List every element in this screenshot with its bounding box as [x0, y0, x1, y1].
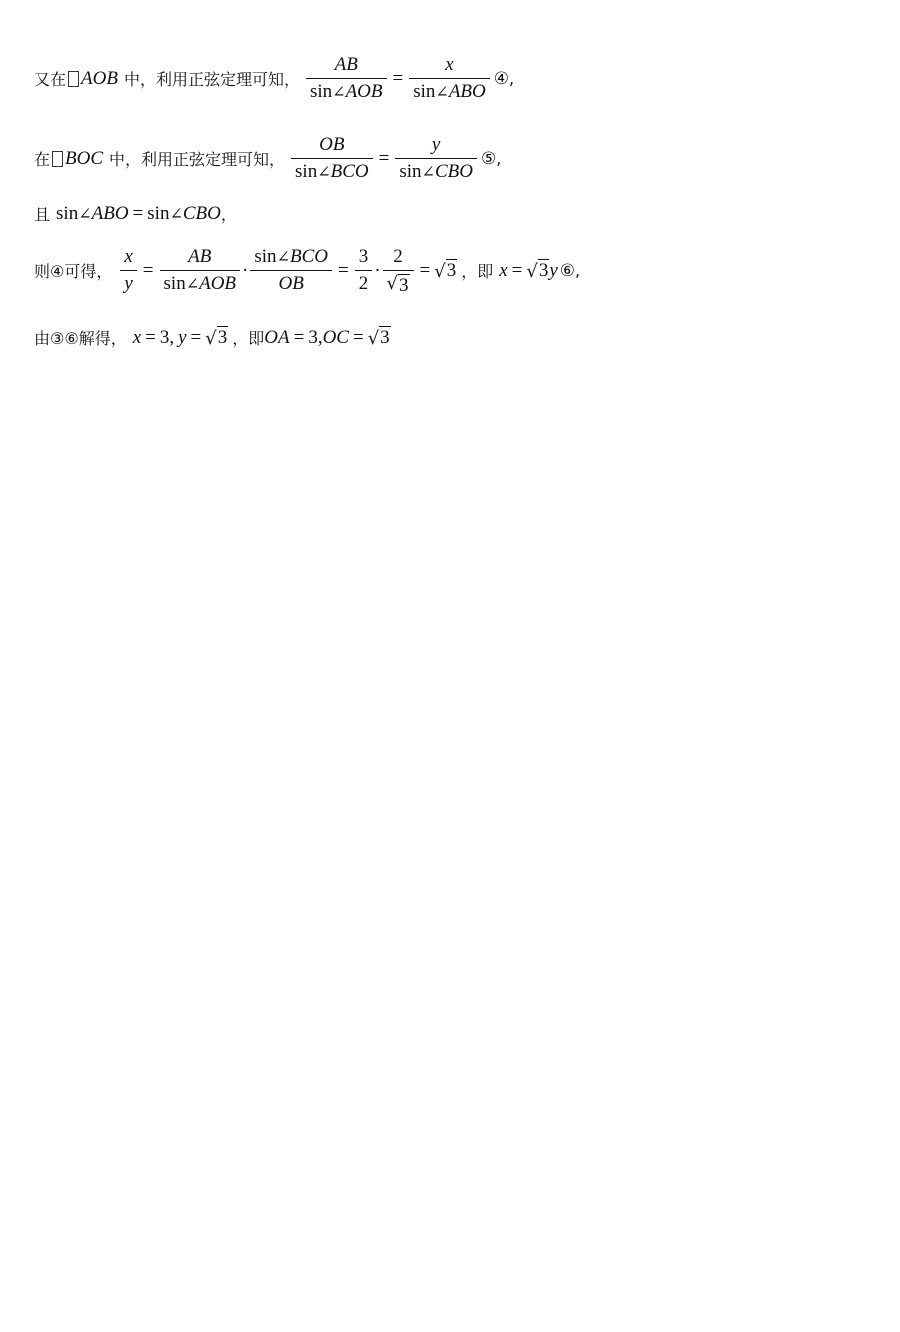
triangle-symbol-placeholder	[52, 151, 63, 167]
fraction-2-over-sqrt3: 2 √ 3	[383, 244, 414, 297]
equals-sign: =	[419, 259, 431, 281]
equation-number: ④	[493, 68, 509, 89]
sqrt-3: √ 3	[526, 260, 549, 282]
fraction-x-over-y: $\frac{x}{y}$	[120, 244, 136, 297]
angle-symbol: ∠	[78, 204, 92, 223]
fraction-denominator: sin∠AOB	[309, 81, 383, 102]
variable-y: y	[549, 259, 558, 281]
equation-number: ⑤	[480, 148, 497, 169]
equation-line-4	[34, 244, 580, 297]
variable-y: y	[178, 326, 187, 348]
fraction-y-over-sin-cbo	[395, 132, 477, 185]
text-mid: ，即	[461, 262, 494, 281]
fraction-denominator: sin∠ABO	[413, 81, 486, 102]
multiply-dot: ·	[242, 259, 249, 281]
angle-symbol: ∠	[169, 204, 183, 223]
fraction-denominator: sin∠BCO	[295, 161, 369, 182]
equals-sign: =	[190, 326, 202, 348]
fraction-numerator: AB	[334, 54, 358, 75]
equation-number: ⑥	[559, 260, 576, 281]
sqrt-3: √ 3	[434, 260, 457, 282]
equation-line-1	[34, 52, 514, 105]
variable-x: x	[132, 326, 142, 348]
fraction-numerator: x	[445, 54, 454, 75]
text-prefix: 且	[34, 205, 51, 224]
text-prefix: 则④可得，	[34, 262, 113, 281]
equals-sign: =	[378, 147, 390, 169]
punctuation: ，	[220, 205, 237, 224]
text-mid: 中，利用正弦定理可知，	[109, 150, 286, 169]
equals-sign: =	[142, 259, 154, 281]
text-prefix: 由③⑥解得，	[34, 329, 127, 348]
fraction-3-over-2: $\frac{3}{2}$	[355, 244, 373, 297]
fraction-denominator: sin∠CBO	[399, 161, 473, 182]
punctuation: ,	[575, 261, 581, 280]
segment-oa: OA	[264, 326, 290, 348]
equals-sign: =	[145, 326, 156, 348]
triangle-symbol-placeholder	[68, 71, 79, 87]
fraction-numerator: y	[431, 134, 441, 155]
punctuation: ,	[496, 149, 502, 168]
sqrt-3: √ 3	[367, 327, 390, 349]
text-prefix: 在	[34, 150, 51, 169]
value: 3,	[159, 326, 175, 348]
text-mid: ，即	[232, 329, 265, 348]
fraction-ob-over-sin-bco	[291, 132, 373, 185]
equation-line-5	[34, 326, 391, 349]
equals-sign: =	[392, 67, 404, 89]
angle-name: ABO	[91, 202, 129, 224]
multiply-dot: ·	[374, 259, 381, 281]
fraction-x-over-sin-abo	[409, 52, 490, 105]
fraction-ab-over-sin-aob: $\frac{AB}{\text{sin∠AOB}}$	[160, 244, 241, 297]
equation-line-3	[34, 202, 237, 225]
equals-sign: =	[511, 259, 523, 281]
equation-line-2	[34, 132, 501, 185]
text-prefix: 又在	[34, 70, 67, 89]
equals-sign: =	[352, 326, 364, 348]
equals-sign: =	[337, 259, 349, 281]
sin-function: sin	[147, 202, 170, 224]
equals-sign: =	[132, 202, 144, 224]
value: 3,	[308, 326, 323, 348]
fraction-sin-bco-over-ob: $\frac{\text{sin∠BCO}}{OB}$	[250, 244, 332, 297]
sin-function: sin	[56, 202, 79, 224]
triangle-name: BOC	[65, 147, 104, 169]
segment-oc: OC	[322, 326, 349, 348]
variable-x: x	[499, 259, 508, 281]
equals-sign: =	[293, 326, 305, 348]
triangle-name: AOB	[81, 67, 118, 89]
punctuation: ,	[509, 69, 515, 88]
fraction-numerator: OB	[319, 134, 345, 155]
text-mid: 中，利用正弦定理可知，	[123, 70, 300, 89]
sqrt-3: √ 3	[205, 327, 228, 349]
angle-name: CBO	[182, 202, 221, 224]
fraction-ab-over-sin-aob	[306, 52, 387, 105]
